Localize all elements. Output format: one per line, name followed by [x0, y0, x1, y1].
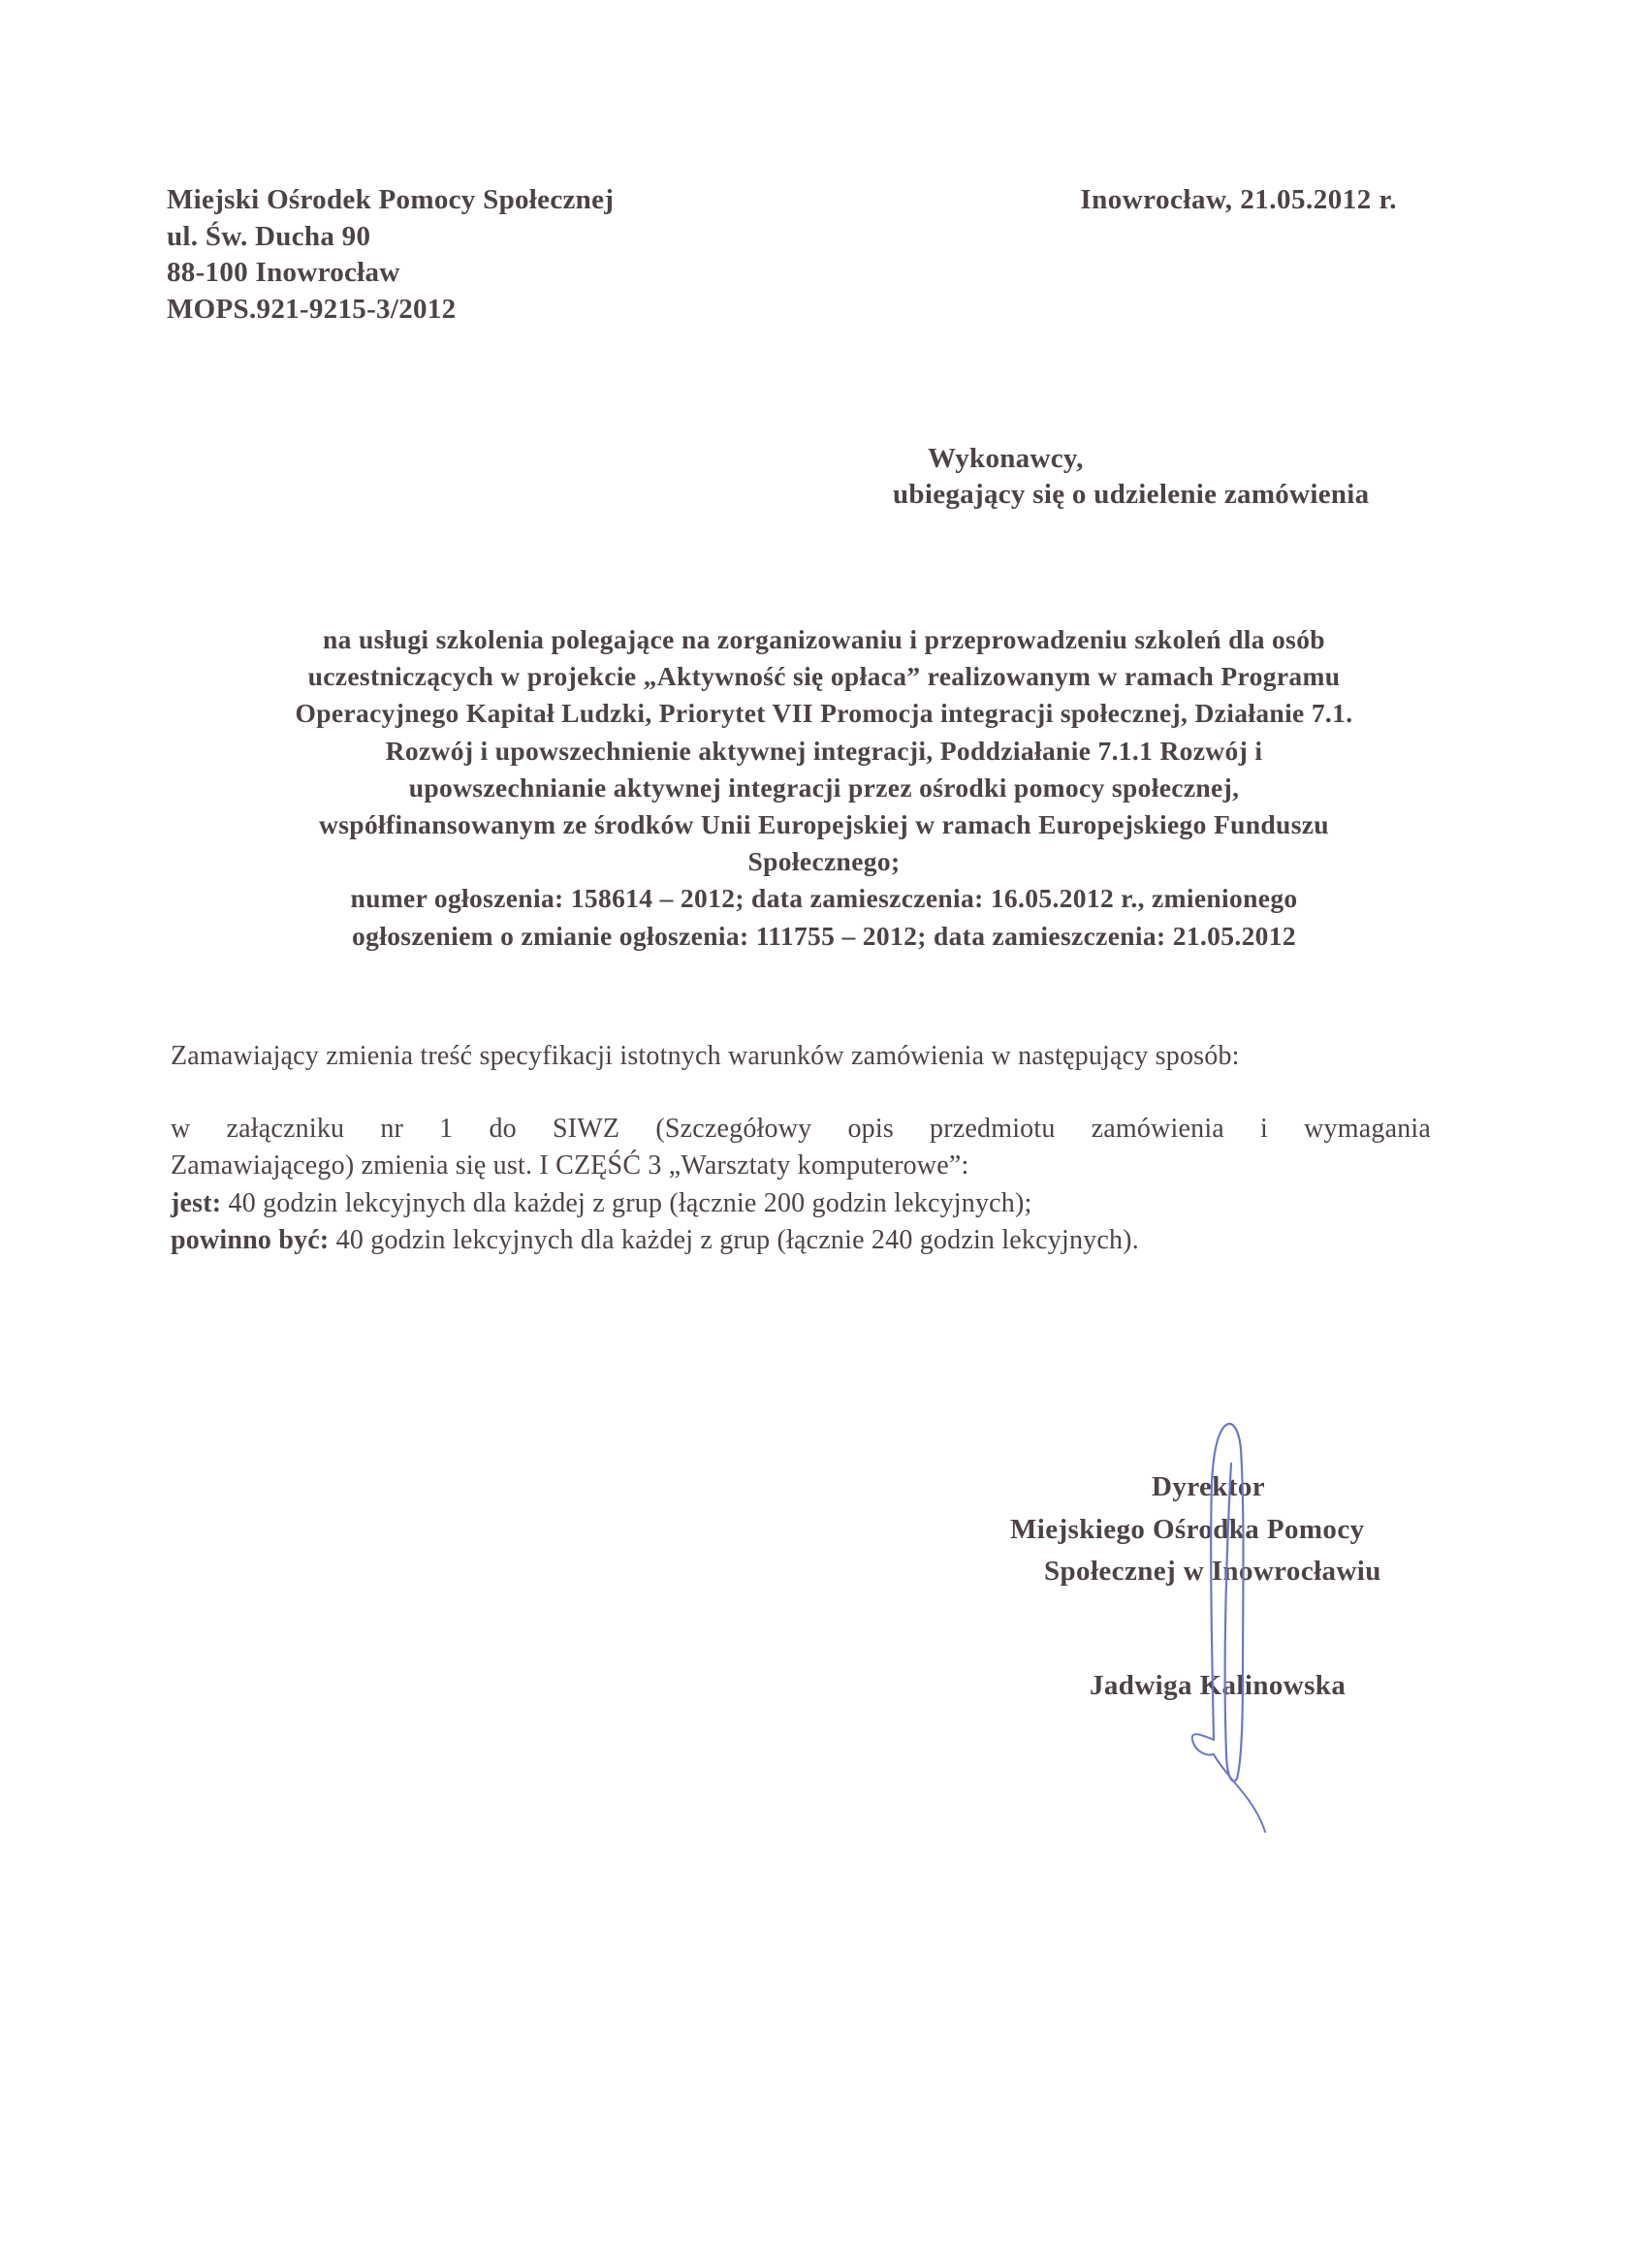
sender-institution: Miejski Ośrodek Pomocy Społecznej	[167, 184, 615, 215]
change-line-1: w załączniku nr 1 do SIWZ (Szczegółowy opis przedmiotu zamówienia i wymagania	[171, 1114, 1431, 1144]
intro-sentence: Zamawiający zmienia treść specyfikacji istotnych warunków zamówienia w następujący sposób:	[171, 1041, 1240, 1071]
addressee-line-1: Wykonawcy,	[928, 443, 1084, 474]
reference-number: MOPS.921-9215-3/2012	[167, 293, 457, 325]
change-paragraph	[171, 1111, 1431, 1259]
subject-paragraph	[155, 621, 1493, 955]
current-value-line	[171, 1185, 1431, 1222]
addressee-line-2: ubiegający się o udzielenie zamówienia	[893, 479, 1370, 510]
subject-line: współfinansowanym ze środków Unii Europejskiej w ramach Europejskiego Funduszu	[319, 809, 1329, 840]
current-label: jest:	[171, 1187, 222, 1218]
signatory-name: Jadwiga Kalinowska	[1090, 1670, 1347, 1701]
corrected-value-line	[171, 1222, 1431, 1259]
place-date: Inowrocław, 21.05.2012 r.	[1080, 184, 1397, 215]
current-text: 40 godzin lekcyjnych dla każdej z grup (łącznie 200 godzin lekcyjnych);	[221, 1187, 1032, 1218]
subject-line: ogłoszeniem o zmianie ogłoszenia: 111755 – 2012; data zamieszczenia: 21.05.2012	[352, 920, 1296, 951]
subject-line: Rozwój i upowszechnienie aktywnej integracji, Poddziałanie 7.1.1 Rozwój i	[385, 735, 1263, 766]
sender-block	[167, 182, 614, 328]
corrected-label: powinno być:	[171, 1224, 330, 1255]
subject-line: Operacyjnego Kapitał Ludzki, Priorytet VII Promocja integracji społecznej, Działanie 7.1.	[295, 698, 1353, 729]
subject-line: Społecznego;	[747, 846, 901, 877]
subject-line: uczestniczących w projekcie „Aktywność się opłaca” realizowanym w ramach Programu	[307, 661, 1341, 692]
subject-line: upowszechnianie aktywnej integracji przez ośrodki pomocy społecznej,	[408, 772, 1240, 803]
sender-street: ul. Św. Ducha 90	[167, 220, 371, 252]
change-line-2: Zamawiającego) zmienia się ust. I CZĘŚĆ 3 „Warsztaty komputerowe”:	[171, 1150, 969, 1181]
subject-line: numer ogłoszenia: 158614 – 2012; data zamieszczenia: 16.05.2012 r., zmienionego	[350, 883, 1298, 914]
corrected-text: 40 godzin lekcyjnych dla każdej z grup (łącznie 240 godzin lekcyjnych).	[329, 1224, 1139, 1255]
signatory-title: Dyrektor	[1152, 1471, 1266, 1502]
signatory-org-line-2: Społecznej w Inowrocławiu	[1044, 1556, 1381, 1587]
subject-line: na usługi szkolenia polegające na zorganizowaniu i przeprowadzeniu szkoleń dla osób	[323, 624, 1325, 654]
sender-city: 88-100 Inowrocław	[167, 257, 400, 288]
signature-tail	[1192, 1734, 1265, 1832]
signatory-org-line-1: Miejskiego Ośrodka Pomocy	[1010, 1514, 1365, 1545]
